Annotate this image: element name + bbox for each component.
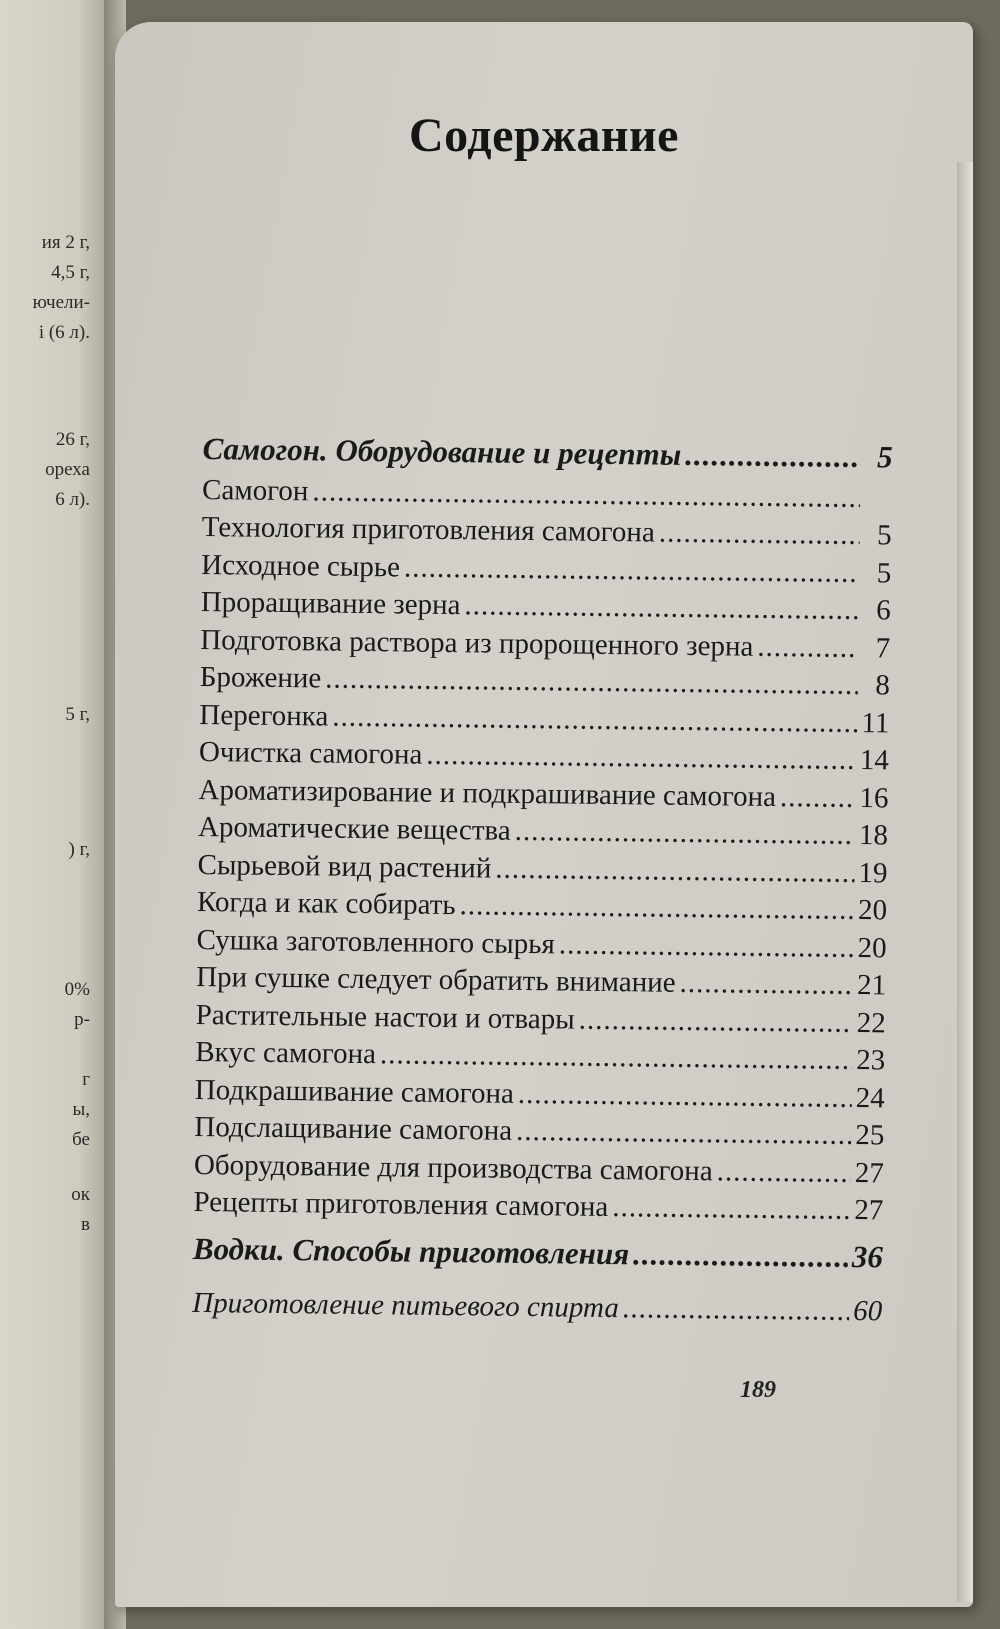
toc-entry-title: Проращивание зерна: [200, 585, 461, 622]
left-page: [0, 0, 112, 1629]
toc-entry-page: 5: [876, 519, 892, 552]
toc-entry-page: 6: [876, 594, 891, 627]
left-page-text-fragment: 0%: [64, 979, 90, 1000]
toc-entry-page: 27: [854, 1156, 885, 1189]
left-page-text-fragment: 5 г,: [65, 704, 90, 725]
toc-entry-title: При сушке следует обратить внимание: [196, 960, 676, 999]
toc-leader-dots: [516, 1113, 852, 1155]
toc-entry-title: Сушка заготовленного сырья: [196, 923, 556, 960]
toc-entry-page: 22: [856, 1006, 886, 1039]
toc-leader-dots: [514, 813, 855, 855]
toc-leader-dots: [757, 628, 858, 667]
toc-entry-title: Подготовка раствора из пророщенного зерна: [200, 623, 754, 663]
toc-entry-page: 8: [875, 669, 891, 702]
toc-entry-page: 21: [856, 969, 887, 1002]
toc-leader-dots: [633, 1235, 848, 1275]
toc-leader-dots: [426, 737, 856, 780]
toc-entry-page: 20: [857, 931, 887, 964]
toc-entry-title: Очистка самогона: [198, 735, 423, 771]
toc-entry-page: 11: [861, 706, 890, 739]
toc-leader-dots: [659, 515, 860, 555]
toc-entry-page: 20: [857, 894, 888, 927]
toc-entry-page: 16: [859, 781, 889, 814]
toc-leader-dots: [404, 549, 860, 592]
toc-entry: [193, 1184, 883, 1230]
toc-entry-page: 19: [858, 856, 888, 889]
page-title: Содержание: [409, 109, 679, 162]
toc-entry-page: 36: [851, 1238, 884, 1274]
toc-entry-page: 7: [875, 631, 891, 664]
toc-leader-dots: [459, 887, 854, 929]
toc-leader-dots: [679, 965, 853, 1005]
toc-entry-title: Водки. Способы приготовления: [192, 1230, 630, 1271]
toc-entry-title: Перегонка: [199, 698, 329, 733]
toc-entry-title: Подкрашивание самогона: [194, 1073, 515, 1110]
toc-leader-dots: [559, 926, 854, 967]
left-page-text-fragment: ючели-: [32, 292, 90, 313]
toc-leader-dots: [495, 850, 855, 892]
toc-entry-page: 23: [856, 1044, 886, 1077]
toc-leader-dots: [623, 1290, 850, 1330]
contents-page: [115, 22, 973, 1607]
toc-entry-page: 5: [876, 439, 893, 475]
toc-leader-dots: [685, 436, 861, 476]
toc-entry-title: Технология приготовления самогона: [201, 510, 656, 549]
page-number: 189: [740, 1377, 776, 1403]
toc-leader-dots: [716, 1153, 851, 1192]
toc-entry: [193, 1229, 883, 1275]
toc-leader-dots: [325, 661, 858, 705]
toc-entry-page: 5: [876, 556, 892, 589]
toc-entry-title: Оборудование для производства самогона: [193, 1148, 713, 1187]
toc-entry-title: Вкус самогона: [195, 1035, 377, 1071]
toc-entry-title: Исходное сырье: [201, 548, 401, 583]
toc-entry-title: Подслащивание самогона: [194, 1110, 513, 1147]
toc-entry-title: Приготовление питьевого спирта: [192, 1286, 620, 1325]
left-page-text-fragment: ) г,: [68, 839, 90, 860]
left-page-text-fragment: 6 л).: [55, 489, 90, 510]
toc-entry-page: 25: [855, 1119, 885, 1152]
left-page-text-fragment: р-: [74, 1009, 90, 1030]
toc-entry-page: 14: [859, 744, 890, 777]
toc-leader-dots: [380, 1036, 853, 1079]
toc-entry-title: Ароматизирование и подкрашивание самогона: [198, 773, 777, 813]
left-page-text-fragment: 4,5 г,: [51, 262, 90, 283]
toc-entry-title: Самогон: [201, 473, 309, 507]
toc-entry: [192, 1285, 882, 1331]
toc-leader-dots: [612, 1189, 851, 1229]
left-page-text-fragment: ы,: [72, 1099, 90, 1120]
left-page-text-fragment: в: [81, 1214, 90, 1235]
left-page-text-fragment: і (6 л).: [38, 322, 90, 343]
toc-entry-title: Растительные настои и отвары: [195, 998, 575, 1036]
toc-entry-page: 60: [852, 1295, 883, 1328]
left-page-text-fragment: ок: [71, 1184, 90, 1205]
toc-entry: [202, 430, 892, 476]
left-page-text-fragment: 26 г,: [55, 429, 90, 450]
toc-entry-title: Сырьевой вид растений: [197, 848, 492, 885]
table-of-contents: [192, 422, 893, 1331]
toc-entry-title: Рецепты приготовления самогона: [193, 1185, 609, 1224]
toc-entry-title: Ароматические вещества: [197, 810, 511, 847]
toc-leader-dots: [780, 779, 856, 817]
toc-entry-title: Когда и как собирать: [196, 885, 456, 922]
toc-leader-dots: [518, 1075, 852, 1117]
toc-leader-dots: [464, 587, 859, 629]
toc-entry-title: Брожение: [199, 660, 322, 695]
toc-entry-page: 27: [854, 1194, 884, 1227]
left-page-text-fragment: г: [82, 1069, 90, 1090]
left-page-text-fragment: бе: [72, 1129, 90, 1150]
toc-entry-page: 24: [855, 1081, 885, 1114]
left-page-text-fragment: ореха: [45, 459, 90, 480]
toc-entry-title: Самогон. Оборудование и рецепты: [202, 430, 682, 472]
toc-entry-page: 18: [858, 819, 889, 852]
page-edge: [957, 162, 973, 1602]
toc-leader-dots: [332, 698, 858, 742]
left-page-text-fragment: ия 2 г,: [41, 232, 90, 253]
toc-leader-dots: [578, 1001, 852, 1042]
